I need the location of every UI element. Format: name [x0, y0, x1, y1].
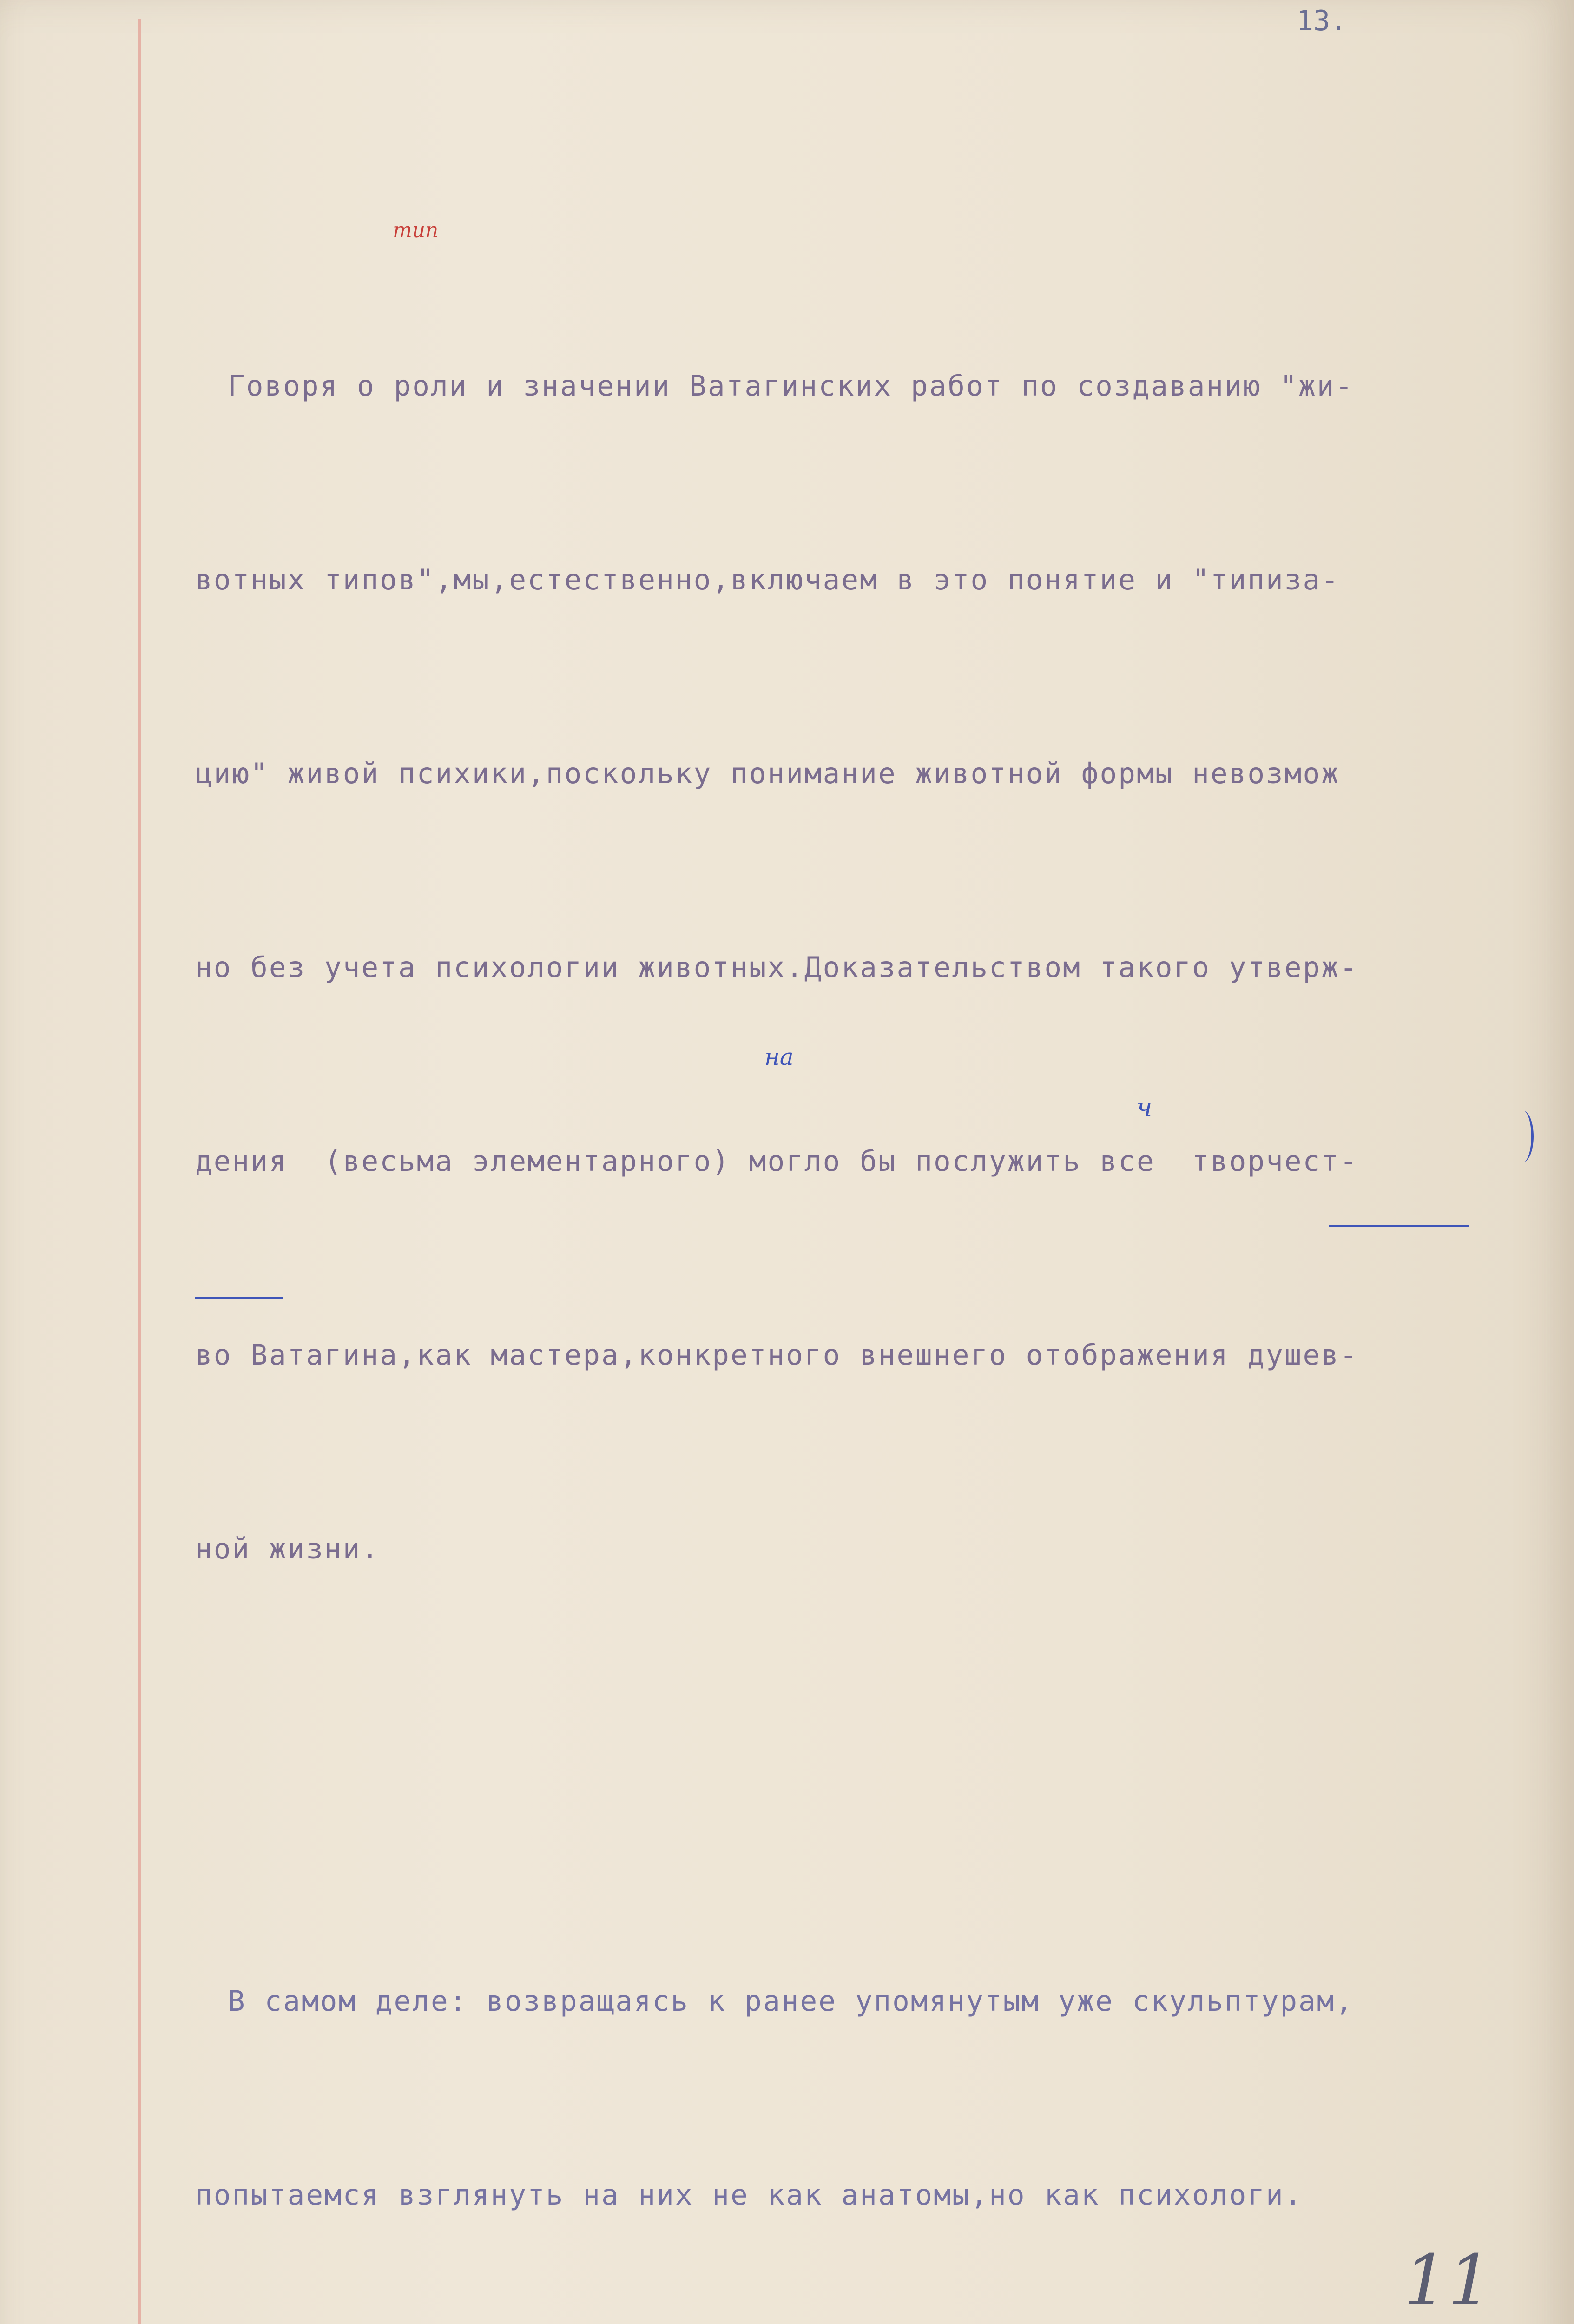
- text-line: Говоря о роли и значении Ватагинских работ по создаванию "жи-: [228, 370, 1354, 403]
- handwritten-insert-blue: ч: [1136, 1092, 1153, 1122]
- paragraph-2: [195, 1840, 1520, 2324]
- text-line: во Ватагина,как мастера,конкретного внешнего отображения душев-: [195, 1339, 1358, 1372]
- text-line: В самом деле: возвращаясь к ранее упомянутым уже скульптурам,: [228, 1985, 1354, 2018]
- handwritten-bracket: [1513, 1111, 1534, 1162]
- handwritten-insert-blue: на: [764, 1043, 794, 1070]
- text-line: дения (весьма элементарного) могло бы послужить все творчест-: [195, 1145, 1358, 1178]
- page-number: 13.: [1297, 5, 1347, 37]
- handwritten-insert-red: тип: [393, 218, 439, 242]
- strikethrough-mark: [195, 1297, 283, 1299]
- text-line: цию" живой психики,поскольку понимание животной формы невозмож: [195, 757, 1340, 790]
- text-line: ной жизни.: [195, 1532, 380, 1565]
- text-line: попытаемся взглянуть на них не как анатомы,но как психологи.: [195, 2179, 1303, 2212]
- text-line: вотных типов",мы,естественно,включаем в это понятие и "типиза-: [195, 563, 1340, 596]
- text-line: но без учета психологии животных.Доказательством такого утверж-: [195, 951, 1358, 984]
- margin-line: [138, 19, 141, 2324]
- paragraph-1: [195, 224, 1520, 1710]
- handwritten-folio-number: 11: [1403, 2240, 1492, 2321]
- typewritten-text: [195, 95, 1520, 2324]
- strikethrough-mark: [1329, 1225, 1469, 1227]
